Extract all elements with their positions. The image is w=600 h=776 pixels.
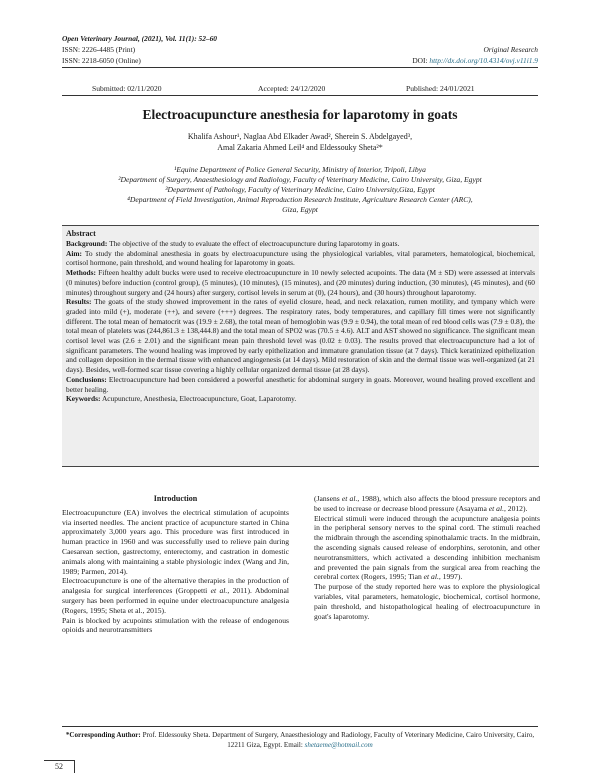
issn-print: ISSN: 2226-4485 (Print): [62, 45, 136, 54]
issn-online: ISSN: 2218-6050 (Online): [62, 56, 141, 65]
published-date: Published: 24/01/2021: [406, 84, 475, 93]
intro-paragraph-3: Pain is blocked by acupoints stimulation with the release of endogenous opioids and neurotransmitters: [62, 615, 289, 635]
abstract-methods: Methods: Fifteen healthy adult bucks were used to receive electroacupuncture in 10 newly selected acupoints. The data (M ± SD) were assessed at intervals (0 minutes) before induction (control group), (5 minutes), (10 minutes), (15 minutes), and (20 minutes) during induction, (30 minutes), (45 minutes), and (60 minutes) throughout surgery and (24 hours) after surgery, cortisol levels in serum at (0), (24 hours), and (30 hours) throughout laparotomy.: [66, 268, 535, 297]
abstract-keywords: Keywords: Acupuncture, Anesthesia, Electroacupuncture, Goat, Laparotomy.: [66, 394, 297, 404]
article-type: Original Research: [483, 45, 538, 54]
right-paragraph-3: The purpose of the study reported here was to explore the physiological variables, vital parameters, hematologic, biochemical, cortisol hormone, pain threshold, and histopathological healing of electroacupuncture in goat's laparotomy.: [314, 582, 540, 621]
affiliation-2: ²Department of Surgery, Anaesthesiology and Radiology, Faculty of Veterinary Medicine, Cairo University, Giza, Egypt: [118, 175, 482, 184]
page-number: 52: [44, 760, 75, 773]
authors-line-2: Amal Zakaria Ahmed Leil⁴ and Eldessouky Sheta²*: [217, 143, 383, 152]
doi-line: [412, 56, 538, 66]
right-column: [314, 494, 540, 621]
journal-citation: Open Veterinary Journal, (2021), Vol. 11(1): 52–60: [62, 34, 218, 43]
footer-divider: [62, 726, 538, 727]
right-paragraph-2: Electrical stimuli were induced through the acupuncture analgesia points in the peripheral sensory nerves to the spinal cord. The stimuli reached the midbrain through the ascending spinothalamic tracts. In the midbrain, the ascending signals caused release of endorphins, serotonin, and other neurotransmitters, which activated a descending inhibition mechanism and prevented the pain signals from the surgical area from reaching the cerebral cortex (Rogers, 1995; Tian et al., 1997).: [314, 513, 540, 582]
affiliation-4: ⁴Department of Field Investigation, Animal Reproduction Research Institute, Agriculture Research Center (ARC),: [127, 195, 473, 204]
left-column: [62, 494, 289, 635]
abstract-results: Results: The goats of the study showed improvement in the rates of eyelid closure, head, and neck relaxation, rumen motility, and tympany which were graded into mild (+), moderate (++), and severe (+++) degrees. The respiratory rates, body temperatures, and capillary fill times were not significantly different. The total mean of hematocrit was (19.9 ± 2.68), the total mean of hemoglobin was (9.9 ± 0.94), the total mean of red blood cells was (7.9 ± 0.8), the total mean of platelets was (244,861.3 ± 138,444.8) and the total mean of SPO2 was (70.5 ± 4.6). ALT and AST showed no significance. The significant mean cortisol level was (2.6 ± 2.01) and the significant mean pain threshold level was (0.02 ± 0.03). The results proved that electroacupuncture had a lot of significant parameters. The wound healing was improved by early epithelization and immature granulation tissue (at 7 days). Thick keratinized epithelization and collagen deposition in the dermal tissue with enhanced angiogenesis (at 14 days). Mild restoration of skin and the dermal tissue was well-organized (at 21 days). Besides, well-formed scar tissue covering a highly cellular organized dermal tissue (at 28 days).: [66, 297, 535, 375]
abstract-background: Background: The objective of the study to evaluate the effect of electroacupuncture during laparotomy in goats.: [66, 239, 400, 248]
affiliation-3: ³Department of Pathology, Faculty of Veterinary Medicine, Cairo University,Giza, Egypt: [165, 185, 435, 194]
intro-paragraph-1: Electroacupuncture (EA) involves the electrical stimulation of acupoints via inserted needles. The ancient practice of acupuncture started in China approximately 3,000 years ago. This procedure was first introduced in human practice in 1960 and was successfully used to relieve pain during Caesarean section, gastrectomy, enterectomy, and castration in domestic animals along with maintaining a stable physiologic index (Wang and Jin, 1989; Parmen, 2014).: [62, 507, 289, 576]
intro-paragraph-2: Electroacupuncture is one of the alternative therapies in the production of analgesia for surgical interferences (Groppetti et al., 2011). Abdominal surgery has been performed in equine under electroacupuncture analgesia (Rogers, 1995; Sheta et al., 2015).: [62, 576, 290, 615]
corresponding-author: *Corresponding Author: Prof. Eldessouky Sheta. Department of Surgery, Anaesthesiology and Radiology, Faculty of Veterinary Medicine, Cairo University, Cairo, 12211 Giza, Egypt. Email: shetaeme@hotmail.com: [65, 731, 535, 749]
doi-label: DOI:: [412, 56, 428, 65]
abstract-title: Abstract: [66, 229, 96, 238]
accepted-date: Accepted: 24/12/2020: [258, 84, 326, 93]
article-title: Electroacupuncture anesthesia for laparotomy in goats: [142, 107, 458, 122]
abstract-aim: Aim: To study the abdominal anesthesia in goats by electroacupuncture using the physiological variables, vital parameters, hematological, biochemical, cortisol hormone, pain threshold, and wound healing for laparotomy in goats.: [66, 248, 535, 268]
dates-divider: [62, 95, 538, 96]
introduction-heading: Introduction: [153, 494, 198, 503]
authors-line-1: Khalifa Ashour¹, Naglaa Abd Elkader Awad², Sherein S. Abdelgayed³,: [187, 132, 413, 141]
author-email-link[interactable]: shetaeme@hotmail.com: [304, 741, 373, 749]
abstract-box: [62, 225, 539, 467]
corresponding-label: *Corresponding Author:: [65, 731, 141, 739]
affiliation-4-cont: Giza, Egypt: [282, 205, 318, 214]
submitted-date: Submitted: 02/11/2020: [92, 84, 162, 93]
doi-link[interactable]: http://dx.doi.org/10.4314/ovj.v11i1.9: [429, 56, 538, 65]
right-paragraph-1: (Jansens et al., 1988), which also affects the blood pressure receptors and be used to increase or decrease blood pressure (Asayama et al., 2012).: [314, 494, 540, 513]
header-divider: [62, 67, 538, 68]
affiliation-1: ¹Equine Department of Police General Security, Ministry of Interior, Tripoli, Libya: [174, 165, 426, 174]
abstract-conclusions: Conclusions: Electroacupuncture had been considered a powerful anesthetic for abdominal surgery in goats. Moreover, wound healing proved excellent and better healing.: [66, 374, 535, 394]
